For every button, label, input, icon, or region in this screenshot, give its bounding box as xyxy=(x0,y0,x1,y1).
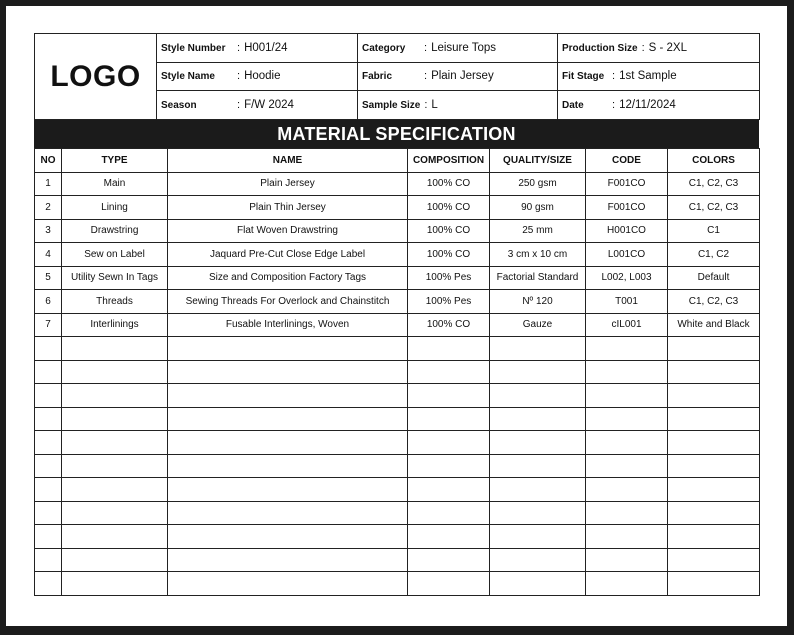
empty-cell xyxy=(35,360,62,384)
table-cell: 25 mm xyxy=(490,219,586,243)
table-row xyxy=(35,172,760,196)
style-number-label: Style Number xyxy=(161,42,226,54)
empty-cell xyxy=(35,431,62,455)
table-cell: L001CO xyxy=(586,243,668,267)
empty-cell xyxy=(62,431,168,455)
header-table xyxy=(34,33,760,120)
season-label: Season xyxy=(161,100,197,112)
category-label: Category xyxy=(362,42,406,54)
fit-stage-label: Fit Stage xyxy=(562,71,605,83)
empty-cell xyxy=(490,454,586,478)
empty-cell xyxy=(490,478,586,502)
empty-cell xyxy=(668,525,760,549)
production-size-label: Production Size xyxy=(562,42,638,54)
style-name-field: Style Name : Hoodie xyxy=(157,62,358,91)
style-name-value: Hoodie xyxy=(244,70,281,83)
table-row xyxy=(35,313,760,337)
table-row xyxy=(35,196,760,220)
empty-cell xyxy=(586,337,668,361)
column-header: COLORS xyxy=(668,149,760,173)
empty-cell xyxy=(668,360,760,384)
empty-cell xyxy=(408,337,490,361)
empty-cell xyxy=(586,454,668,478)
empty-cell xyxy=(168,431,408,455)
empty-cell xyxy=(408,407,490,431)
empty-cell xyxy=(408,525,490,549)
empty-cell xyxy=(586,572,668,596)
empty-cell xyxy=(408,431,490,455)
empty-cell xyxy=(586,525,668,549)
table-cell: 3 xyxy=(35,219,62,243)
column-header: NO xyxy=(35,149,62,173)
table-cell: 100% CO xyxy=(408,313,490,337)
empty-cell xyxy=(586,431,668,455)
empty-cell xyxy=(62,572,168,596)
fabric-field: Fabric : Plain Jersey xyxy=(358,62,558,91)
empty-cell xyxy=(586,548,668,572)
production-size-field: Production Size : S - 2XL xyxy=(558,34,760,63)
empty-cell xyxy=(408,454,490,478)
table-cell: Jaquard Pre-Cut Close Edge Label xyxy=(168,243,408,267)
empty-table-row xyxy=(35,478,760,502)
empty-table-row xyxy=(35,525,760,549)
empty-cell xyxy=(62,478,168,502)
empty-cell xyxy=(35,337,62,361)
empty-cell xyxy=(62,384,168,408)
table-cell: cIL001 xyxy=(586,313,668,337)
empty-table-row xyxy=(35,501,760,525)
empty-table-row xyxy=(35,384,760,408)
table-cell: 100% Pes xyxy=(408,290,490,314)
empty-cell xyxy=(35,384,62,408)
empty-cell xyxy=(35,407,62,431)
category-value: Leisure Tops xyxy=(431,41,497,54)
logo: LOGO xyxy=(50,59,141,93)
empty-cell xyxy=(668,501,760,525)
table-row xyxy=(35,266,760,290)
table-cell: Sewing Threads For Overlock and Chainstitch xyxy=(168,290,408,314)
empty-table-row xyxy=(35,360,760,384)
empty-cell xyxy=(668,431,760,455)
logo-cell xyxy=(35,34,157,120)
empty-cell xyxy=(35,525,62,549)
table-cell: White and Black xyxy=(668,313,760,337)
table-cell: Plain Jersey xyxy=(168,172,408,196)
empty-cell xyxy=(586,478,668,502)
empty-cell xyxy=(35,454,62,478)
table-cell: 5 xyxy=(35,266,62,290)
empty-cell xyxy=(668,548,760,572)
date-field: Date : 12/11/2024 xyxy=(558,91,760,120)
empty-cell xyxy=(168,337,408,361)
date-value: 12/11/2024 xyxy=(619,99,676,112)
table-cell: 100% Pes xyxy=(408,266,490,290)
empty-cell xyxy=(490,501,586,525)
empty-cell xyxy=(62,525,168,549)
material-table-body xyxy=(35,172,760,595)
table-cell: Lining xyxy=(62,196,168,220)
empty-cell xyxy=(490,525,586,549)
table-cell: C1, C2, C3 xyxy=(668,290,760,314)
table-cell: 100% CO xyxy=(408,219,490,243)
table-row xyxy=(35,243,760,267)
column-header: QUALITY/SIZE xyxy=(490,149,586,173)
table-cell: H001CO xyxy=(586,219,668,243)
material-table xyxy=(34,148,760,596)
table-cell: Plain Thin Jersey xyxy=(168,196,408,220)
empty-cell xyxy=(586,407,668,431)
empty-cell xyxy=(62,454,168,478)
table-cell: Gauze xyxy=(490,313,586,337)
table-row xyxy=(35,290,760,314)
empty-table-row xyxy=(35,431,760,455)
table-cell: 90 gsm xyxy=(490,196,586,220)
table-cell: C1, C2 xyxy=(668,243,760,267)
table-cell: Main xyxy=(62,172,168,196)
table-cell: F001CO xyxy=(586,172,668,196)
table-cell: Utility Sewn In Tags xyxy=(62,266,168,290)
empty-cell xyxy=(168,454,408,478)
empty-cell xyxy=(586,501,668,525)
empty-cell xyxy=(586,360,668,384)
table-row xyxy=(35,219,760,243)
empty-cell xyxy=(490,572,586,596)
column-header: TYPE xyxy=(62,149,168,173)
empty-cell xyxy=(168,501,408,525)
empty-cell xyxy=(408,548,490,572)
fit-stage-field: Fit Stage : 1st Sample xyxy=(558,62,760,91)
table-cell: 7 xyxy=(35,313,62,337)
table-cell: Threads xyxy=(62,290,168,314)
empty-cell xyxy=(668,454,760,478)
table-cell: L002, L003 xyxy=(586,266,668,290)
empty-table-row xyxy=(35,407,760,431)
style-name-label: Style Name xyxy=(161,71,215,83)
empty-table-row xyxy=(35,337,760,361)
empty-cell xyxy=(35,501,62,525)
empty-cell xyxy=(62,501,168,525)
table-cell: 100% CO xyxy=(408,172,490,196)
style-number-value: H001/24 xyxy=(244,41,288,54)
empty-cell xyxy=(490,384,586,408)
empty-cell xyxy=(35,572,62,596)
season-field: Season : F/W 2024 xyxy=(157,91,358,120)
table-cell: 2 xyxy=(35,196,62,220)
empty-cell xyxy=(408,501,490,525)
empty-cell xyxy=(35,548,62,572)
empty-cell xyxy=(168,478,408,502)
empty-cell xyxy=(668,572,760,596)
empty-cell xyxy=(62,337,168,361)
empty-cell xyxy=(168,407,408,431)
sample-size-field: Sample Size : L xyxy=(358,91,558,120)
empty-cell xyxy=(408,572,490,596)
category-field: Category : Leisure Tops xyxy=(358,34,558,63)
table-cell: Nº 120 xyxy=(490,290,586,314)
empty-cell xyxy=(35,478,62,502)
empty-cell xyxy=(668,337,760,361)
date-label: Date xyxy=(562,100,584,112)
empty-cell xyxy=(490,360,586,384)
sample-size-value: L xyxy=(431,99,438,112)
empty-cell xyxy=(490,431,586,455)
table-cell: 1 xyxy=(35,172,62,196)
spec-sheet xyxy=(6,6,787,626)
table-cell: 6 xyxy=(35,290,62,314)
table-cell: Fusable Interlinings, Woven xyxy=(168,313,408,337)
empty-table-row xyxy=(35,548,760,572)
table-cell: F001CO xyxy=(586,196,668,220)
table-cell: 250 gsm xyxy=(490,172,586,196)
season-value: F/W 2024 xyxy=(244,99,294,112)
table-cell: C1, C2, C3 xyxy=(668,196,760,220)
style-number-field: Style Number : H001/24 xyxy=(157,34,358,63)
empty-table-row xyxy=(35,454,760,478)
empty-cell xyxy=(168,548,408,572)
empty-cell xyxy=(490,337,586,361)
empty-cell xyxy=(408,384,490,408)
table-cell: Flat Woven Drawstring xyxy=(168,219,408,243)
empty-cell xyxy=(62,548,168,572)
fit-stage-value: 1st Sample xyxy=(619,70,677,83)
table-cell: 100% CO xyxy=(408,196,490,220)
fabric-value: Plain Jersey xyxy=(431,70,494,83)
table-cell: Default xyxy=(668,266,760,290)
empty-cell xyxy=(586,384,668,408)
empty-cell xyxy=(408,478,490,502)
table-cell: Sew on Label xyxy=(62,243,168,267)
table-cell: T001 xyxy=(586,290,668,314)
empty-cell xyxy=(168,360,408,384)
table-cell: 3 cm x 10 cm xyxy=(490,243,586,267)
sample-size-label: Sample Size xyxy=(362,100,421,112)
empty-cell xyxy=(490,407,586,431)
empty-cell xyxy=(668,384,760,408)
table-cell: C1 xyxy=(668,219,760,243)
table-cell: 100% CO xyxy=(408,243,490,267)
table-cell: Size and Composition Factory Tags xyxy=(168,266,408,290)
production-size-value: S - 2XL xyxy=(648,41,687,54)
column-header: CODE xyxy=(586,149,668,173)
empty-table-row xyxy=(35,572,760,596)
fabric-label: Fabric xyxy=(362,71,393,83)
empty-cell xyxy=(668,478,760,502)
empty-cell xyxy=(168,384,408,408)
empty-cell xyxy=(168,525,408,549)
column-header: NAME xyxy=(168,149,408,173)
empty-cell xyxy=(668,407,760,431)
table-cell: Interlinings xyxy=(62,313,168,337)
table-cell: Drawstring xyxy=(62,219,168,243)
empty-cell xyxy=(168,572,408,596)
section-title: MATERIAL SPECIFICATION xyxy=(34,120,759,148)
table-cell: 4 xyxy=(35,243,62,267)
column-header: COMPOSITION xyxy=(408,149,490,173)
empty-cell xyxy=(490,548,586,572)
table-cell: Factorial Standard xyxy=(490,266,586,290)
empty-cell xyxy=(62,407,168,431)
empty-cell xyxy=(62,360,168,384)
empty-cell xyxy=(408,360,490,384)
table-cell: C1, C2, C3 xyxy=(668,172,760,196)
table-header-row xyxy=(35,149,760,173)
